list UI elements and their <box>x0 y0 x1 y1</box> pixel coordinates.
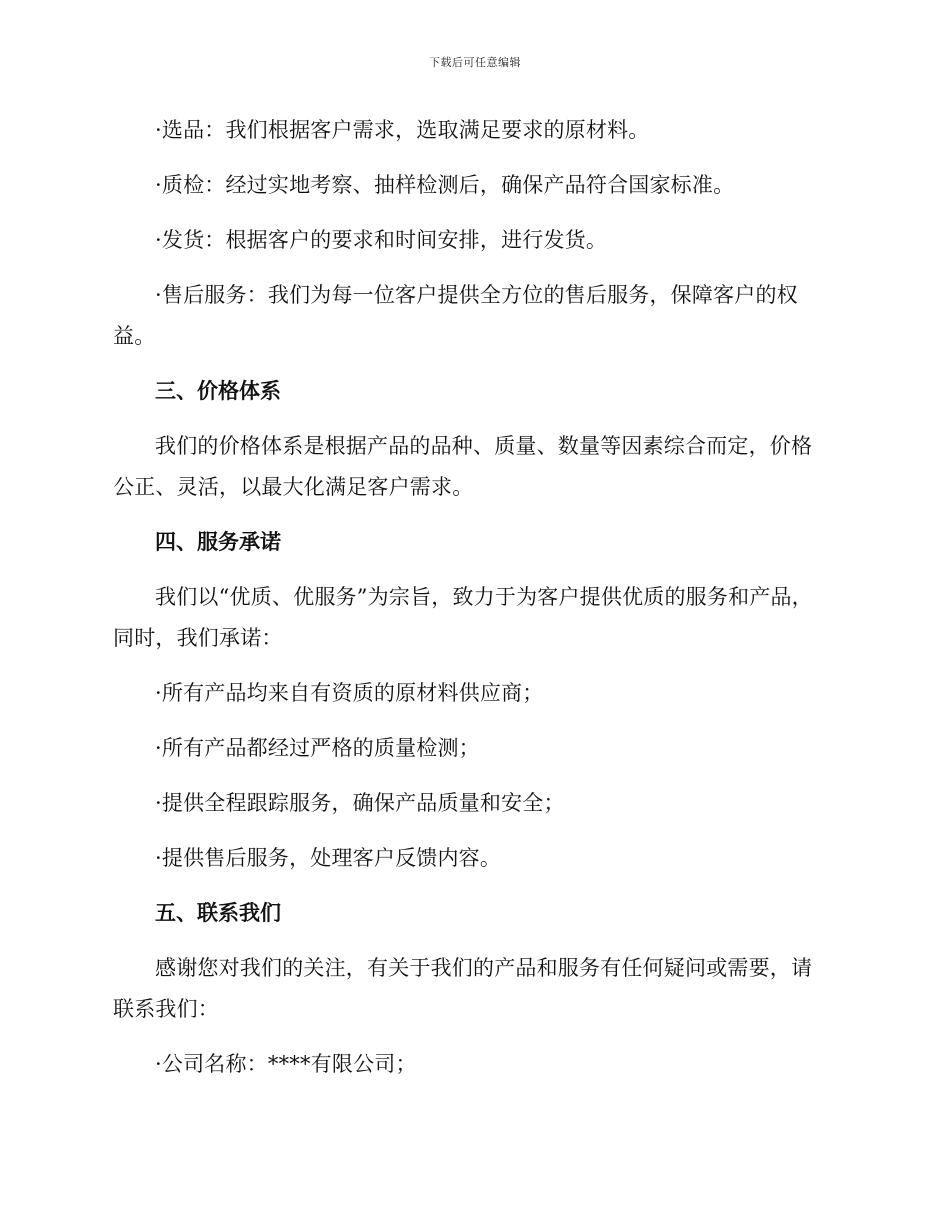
bullet-quality-check: ·质检：经过实地考察、抽样检测后，确保产品符合国家标准。 <box>155 173 735 197</box>
commitment-bullet-suppliers: ·所有产品均来自有资质的原材料供应商； <box>155 681 544 705</box>
document-body <box>113 110 833 1099</box>
page-header: 下载后可任意编辑 <box>429 56 521 69</box>
commitment-bullet-inspection: ·所有产品都经过严格的质量检测； <box>155 736 480 760</box>
bullet-shipping: ·发货：根据客户的要求和时间安排，进行发货。 <box>155 228 608 252</box>
contact-bullet-company-name: ·公司名称：****有限公司； <box>155 1052 417 1076</box>
commitment-bullet-feedback: ·提供售后服务，处理客户反馈内容。 <box>155 846 502 870</box>
bullet-selection: ·选品：我们根据客户需求，选取满足要求的原材料。 <box>155 118 650 142</box>
section-heading-contact: 五、联系我们 <box>155 901 281 925</box>
commitment-paragraph: 我们以“优质、优服务”为宗旨，致力于为客户提供优质的服务和产品，同时，我们承诺： <box>113 585 813 650</box>
bullet-after-sales: ·售后服务：我们为每一位客户提供全方位的售后服务，保障客户的权益。 <box>113 283 798 348</box>
section-heading-service-commitment: 四、服务承诺 <box>155 530 281 554</box>
commitment-bullet-tracking: ·提供全程跟踪服务，确保产品质量和安全； <box>155 791 565 815</box>
section-heading-pricing: 三、价格体系 <box>155 379 281 403</box>
contact-paragraph: 感谢您对我们的关注，有关于我们的产品和服务有任何疑问或需要，请联系我们： <box>113 956 813 1021</box>
pricing-paragraph: 我们的价格体系是根据产品的品种、质量、数量等因素综合而定，价格公正、灵活，以最大化满足客户需求。 <box>113 434 813 499</box>
